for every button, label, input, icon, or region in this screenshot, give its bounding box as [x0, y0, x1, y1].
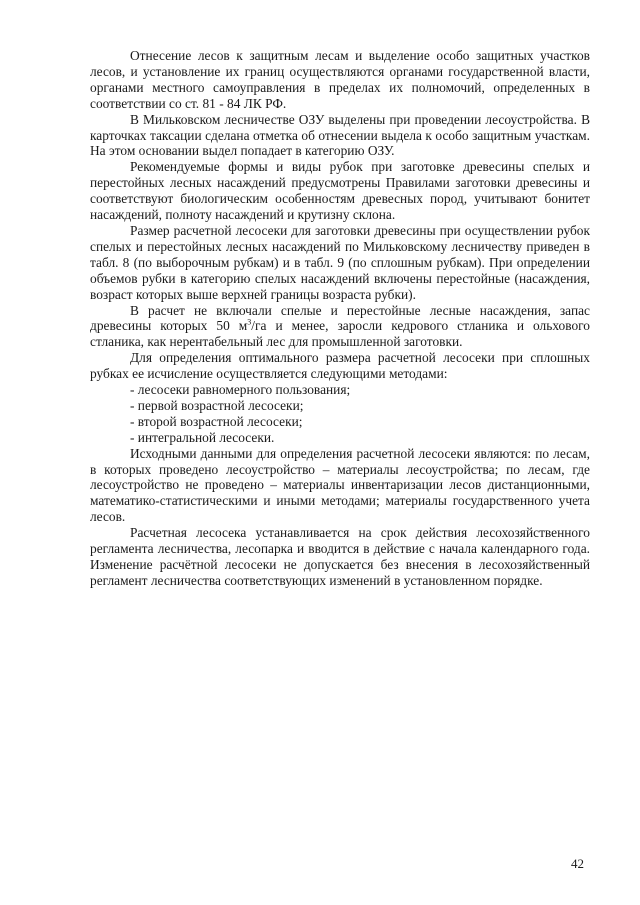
paragraph-protective-forests: Отнесение лесов к защитным лесам и выделение особо защитных участков лесов, и установление их границ осуществляются органами государственной власти, органами местного самоуправления в пределах их полномочий, определенных в соответствии со ст. 81 - 84 ЛК РФ.: [90, 48, 590, 111]
paragraph-cut-period: Расчетная лесосека устанавливается на срок действия лесохозяйственного регламента лесничества, лесопарка и вводится в действие с начала календарного года. Изменение расчётной лесосеки не допускается без внесения в лесохозяйственный регламент лесничества соответствующих изменений в установленном порядке.: [90, 525, 590, 588]
paragraph-excluded-stands: [90, 303, 590, 351]
cubic-superscript: 3: [247, 317, 252, 327]
paragraph-allowable-cut: Размер расчетной лесосеки для заготовки древесины при осуществлении рубок спелых и перестойных лесных насаждений по Мильковскому лесничеству приведен в табл. 8 (по выборочным рубкам) и в табл. 9 (по сплошным рубкам). При определении объемов рубки в категорию спелых насаждений включены перестойные (насаждения, возраст которых выше верхней границы возраста рубки).: [90, 222, 590, 302]
paragraph-source-data: Исходными данными для определения расчетной лесосеки являются: по лесам, в которых проведено лесоустройство – материалы лесоустройства; по лесам, где лесоустройство не проведено – материалы инвентаризации лесов дистанционными, математико-статистическими и иными методами; материалы государственного учета лесов.: [90, 445, 590, 525]
paragraph-ozu: В Мильковском лесничестве ОЗУ выделены при проведении лесоустройства. В карточках таксации сделана отметка об отнесении выдела к особо защитным участкам. На этом основании выдел попадает в категорию ОЗУ.: [90, 111, 590, 159]
method-item: - первой возрастной лесосеки;: [130, 397, 304, 413]
method-item: - лесосеки равномерного пользования;: [130, 382, 351, 398]
method-item: - интегральной лесосеки.: [130, 429, 275, 445]
paragraph-excluded-stands-part2: /га и менее, заросли кедрового стланика и ольхового стланика, как нерентабельный лес для промышленной заготовки.: [90, 318, 590, 350]
paragraph-excluded-stands-part1: В расчет не включали спелые и перестойные лесные насаждения, запас древесины которых 50 м: [90, 302, 590, 334]
paragraph-methods-intro: Для определения оптимального размера расчетной лесосеки при сплошных рубках ее исчисление осуществляется следующими методами:: [90, 350, 590, 382]
methods-list: [90, 382, 590, 446]
page-number: 42: [571, 856, 584, 871]
method-item: - второй возрастной лесосеки;: [130, 413, 303, 429]
paragraph-felling-types: Рекомендуемые формы и виды рубок при заготовке древесины спелых и перестойных лесных насаждений предусмотрены Правилами заготовки древесины и соответствуют биологическим особенностям древесных пород, учитывают бонитет насаждений, полноту насаждений и крутизну склона.: [90, 159, 590, 223]
document-body: [90, 48, 590, 589]
